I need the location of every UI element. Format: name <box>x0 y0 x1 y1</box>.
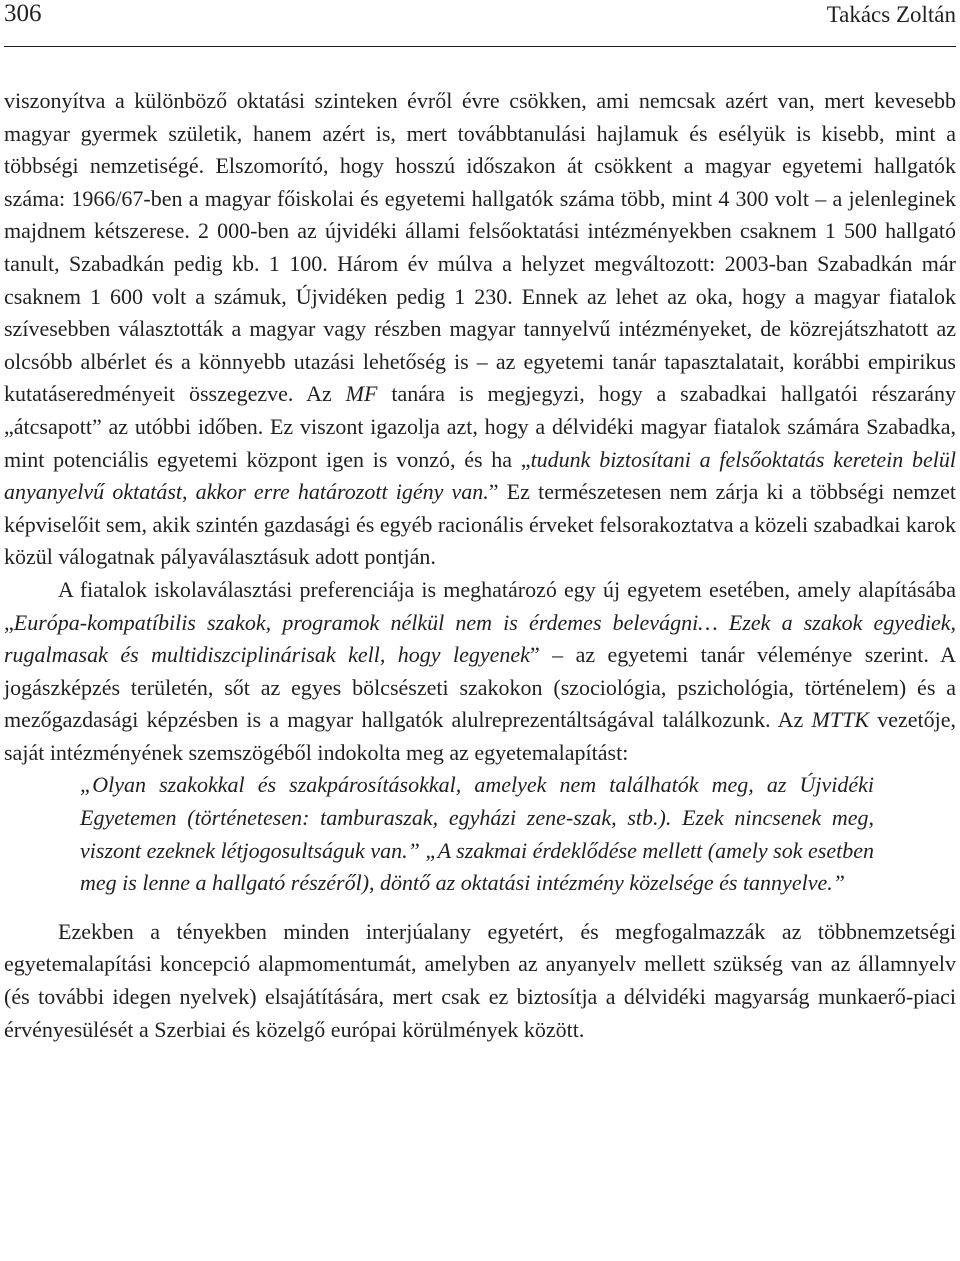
block-quote: „Olyan szakokkal és szakpárosításokkal, amelyek nem találhatók meg, az Újvidéki Egyetemen (történetesen: tamburaszak, egyházi zene-szak, stb.). Ezek nincsenek meg, viszont ezeknek létjogosultságuk van.” „A szakmai érdeklődése mellett (amely sok esetben meg is lenne a hallgató részéről), döntő az oktatási intézmény közelsége és tannyelve.” <box>80 772 874 896</box>
paragraph-1 <box>4 85 956 574</box>
page-header <box>4 0 956 47</box>
page-number: 306 <box>4 0 42 27</box>
paragraph-1-italic-quote: tudunk biztosítani a felsőoktatás keretein belül anyanyelvű oktatást, akkor erre határozott igény van. <box>4 446 956 505</box>
paragraph-1-text-c: tanára is megjegyzi, hogy a szabadkai hallgatói részarány „átcsapott” az utóbbi időben. Ez viszont igazolja azt, hogy a délvidéki magyar fiatalok számára Szabadka, mint potenciális egyetemi központ igen is vonzó, és ha „ <box>4 381 956 472</box>
paragraph-3: Ezekben a tényekben minden interjúalany egyetért, és megfogalmazzák az többnemzetségi egyetemalapítási koncepció alapmomentumát, amelyben az anyanyelv mellett szükség van az államnyelv (és további idegen nyelvek) elsajátítására, mert csak ez biztosítja a délvidéki magyarság munkaerő-piaci érvényesülését a Szerbiai és közelgő európai körülmények között. <box>4 918 956 1042</box>
paragraph-1-italic-mf: MF <box>345 381 378 407</box>
paragraph-2-text-e: vezetője, saját intézményének szemszögéből indokolta meg az egyetemalapítást: <box>4 707 956 765</box>
body-text <box>4 85 956 1046</box>
running-head-author: Takács Zoltán <box>826 2 956 27</box>
paragraph-2 <box>4 574 956 770</box>
paragraph-2-italic-quote: Európa-kompatíbilis szakok, programok nélkül nem is érdemes belevágni… Ezek a szakok egyediek, rugalmasak és multidiszciplinárisak kell, hogy legyenek <box>4 609 956 668</box>
paragraph-2-text-a: A fiatalok iskolaválasztási preferenciája is meghatározó egy új egyetem esetében, amely alapításába „ <box>4 576 956 635</box>
paragraph-1-text-e: ” Ez természetesen nem zárja ki a többségi nemzet képviselőit sem, akik szintén gazdasági és egyéb racionális érveket felsorakoztatva a közeli szabadkai karok közül válogatnak pályaválasztásuk adott pontján. <box>4 479 956 570</box>
paragraph-2-italic-mttk: MTTK <box>811 707 869 733</box>
paragraph-1-text-a: viszonyítva a különböző oktatási szinteken évről évre csökken, ami nemcsak azért van, mert kevesebb magyar gyermek születik, hanem azért is, mert továbbtanulási hajlamuk és esélyük is kisebb, mint a többségi nemzetiségé. Elszomorító, hogy hosszú időszakon át csökkent a magyar egyetemi hallgatók száma: 1966/67-ben a magyar főiskolai és egyetemi hallgatók száma több, mint 4 300 volt – a jelenleginek majdnem kétszerese. 2 000-ben az újvidéki állami felsőoktatási intézményekben csaknem 1 500 hallgató tanult, Szabadkán pedig kb. 1 100. Három év múlva a helyzet megváltozott: 2003-ban Szabadkán már csaknem 1 600 volt a számuk, Újvidéken pedig 1 230. Ennek az lehet az oka, hogy a magyar fiatalok szívesebben választották a magyar vagy részben magyar tannyelvű intézményeket, de közrejátszhatott az olcsóbb albérlet és a könnyebb utazási lehetőség is – az egyetemi tanár tapasztalatait, korábbi empirikus kutatáseredményeit összegezve. Az <box>4 88 956 407</box>
paragraph-2-text-c: ” – az egyetemi tanár véleménye szerint. A jogászképzés területén, sőt az egyes bölcsészeti szakokon (szociológia, pszichológia, történelem) és a mezőgazdasági képzésben is a magyar hallgatók alulreprezentáltságával találkozunk. Az <box>4 642 957 733</box>
